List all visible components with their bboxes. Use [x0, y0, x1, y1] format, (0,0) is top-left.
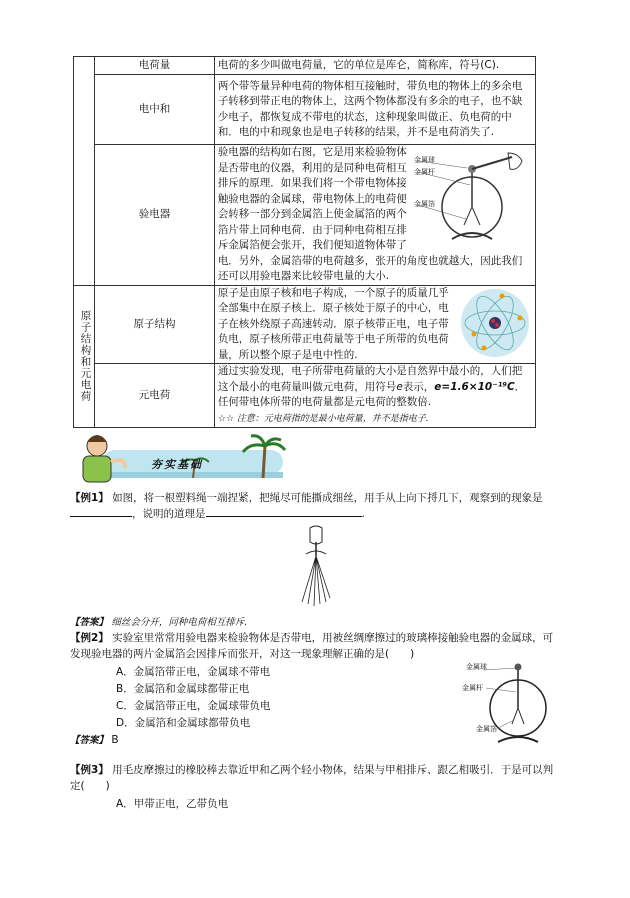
section-banner — [73, 432, 288, 488]
row-desc: 两个带等量异种电荷的物体相互接触时，带负电的物体上的多余电子转移到带正电的物体上，这两个物体都没有多余的电子，也不缺少电子，都恢复成不带电的状态，这种现象叫做正、负电荷的中和．电的中和现象也是电子转移的结果，并不是电荷消失了. — [214, 75, 535, 145]
example-label: 【例2】 — [70, 632, 109, 644]
table-row — [74, 364, 536, 428]
example-text: . — [361, 508, 365, 520]
electroscope-figure-2 — [462, 662, 552, 746]
row-desc-atom — [214, 285, 535, 364]
category-cell-empty — [74, 57, 95, 286]
banner-title: 夯实基础 — [151, 458, 203, 471]
row-name: 原子结构 — [95, 285, 215, 364]
option[interactable]: A．金属箔带正电，金属球不带电 — [116, 666, 271, 678]
row-desc-text: 通过实验发现，电子所带电荷量的大小是自然界中最小的，人们把这个最小的电荷量叫做元电荷，用符号 — [217, 365, 523, 393]
row-name: 电中和 — [95, 75, 215, 145]
row-desc-text: 原子是由原子核和电子构成，一个原子的质量几乎全部集中在原子核上．原子核处于原子的中心，电子在核外绕原子高速转动．原子核带正电，电子带负电，原子核所带正电荷量等于电子所带的负电荷量，所以整个原子是电中性的. — [217, 286, 449, 361]
note: ☆☆ 注意：元电荷指的是最小电荷量，并不是指电子. — [217, 413, 429, 424]
knowledge-table — [73, 56, 536, 428]
row-desc-text: 表示， — [402, 380, 435, 393]
rope-figure — [292, 524, 340, 608]
symbol-e: e — [396, 380, 403, 393]
answer-text: B — [111, 734, 119, 746]
example-1 — [70, 490, 560, 522]
row-name: 元电荷 — [95, 364, 215, 428]
example-text: 实验室里常常用验电器来检验物体是否带电，用被丝绸摩擦过的玻璃棒接触验电器的金属球，可发现验电器的两片金属箔会因排斥而张开，对这一现象理解正确的是( ) — [70, 632, 554, 660]
example-text: ，说明的道理是 — [132, 508, 206, 520]
formula: e=1.6×10⁻¹⁹C — [434, 380, 515, 393]
figure-label: 金属杆 — [414, 168, 435, 176]
figure-label: 金属箔 — [414, 200, 435, 208]
figure-label: 金属球 — [466, 663, 487, 671]
option[interactable]: C．金属箔带正电，金属球带负电 — [116, 700, 271, 712]
electroscope-figure — [412, 147, 532, 247]
option[interactable]: D．金属箔和金属球都带负电 — [116, 717, 251, 729]
category-cell — [74, 285, 95, 428]
answer-label: 【答案】 — [70, 617, 109, 628]
answer-label: 【答案】 — [70, 735, 109, 746]
row-desc-text: ．任何带电体所带的电荷量都是元电荷的整数倍. — [217, 380, 526, 408]
example-label: 【例3】 — [70, 764, 109, 776]
answer-1 — [70, 614, 247, 631]
table-row — [74, 285, 536, 364]
example-text: 用毛皮摩擦过的橡胶棒去靠近甲和乙两个轻小物体，结果与甲相排斥、跟乙相吸引．于是可以判定( ) — [70, 764, 554, 792]
example-text: 如图，将一根塑料绳一端捏紧，把绳尽可能撕成细丝，用手从上向下捋几下，观察到的现象是 — [112, 492, 543, 504]
rope-icon — [292, 524, 340, 608]
example-label: 【例1】 — [70, 492, 109, 504]
answer-2 — [70, 732, 119, 749]
row-desc-electroscope — [214, 145, 535, 286]
table-row — [74, 57, 536, 75]
answer-text: 细丝会分开，同种电荷相互排斥. — [111, 617, 248, 628]
answer-blank[interactable] — [206, 516, 362, 517]
category-label: 原子结构和元电荷 — [79, 310, 92, 403]
option[interactable]: A．甲带正电，乙带负电 — [116, 798, 229, 810]
table-row — [74, 75, 536, 145]
table-row — [74, 145, 536, 286]
figure-label: 金属球 — [414, 156, 435, 164]
example-2 — [70, 630, 560, 662]
answer-blank[interactable] — [70, 516, 132, 517]
row-name: 电荷量 — [95, 57, 215, 75]
option[interactable]: B．金属箔和金属球都带正电 — [116, 683, 250, 695]
row-name: 验电器 — [95, 145, 215, 286]
atom-figure — [458, 288, 532, 358]
row-desc-text: 验电器的结构如右图，它是用来检验物体是否带电的仪器，利用的是同种电荷相互排斥的原理．如果我们将一个带电物体接触验电器的金属球，带电物体上的电荷便会转移一部分到金属箔上使金属箔的两个箔片带上同种电荷．由于同种电荷相互排斥金属箔便会张开，我们便知道物体带了电．另外，金属箔带的电荷越多，张开的角度也就越大，因此我们还可以用验电器来比较带电量的大小. — [217, 146, 523, 282]
example-3 — [70, 762, 560, 794]
figure-label: 金属杆 — [462, 684, 483, 692]
atom-icon — [458, 288, 532, 358]
figure-label: 金属箔 — [476, 725, 497, 733]
row-desc: 电荷的多少叫做电荷量，它的单位是库仑，简称库，符号(C). — [214, 57, 535, 75]
row-desc-elementary-charge — [214, 364, 535, 428]
